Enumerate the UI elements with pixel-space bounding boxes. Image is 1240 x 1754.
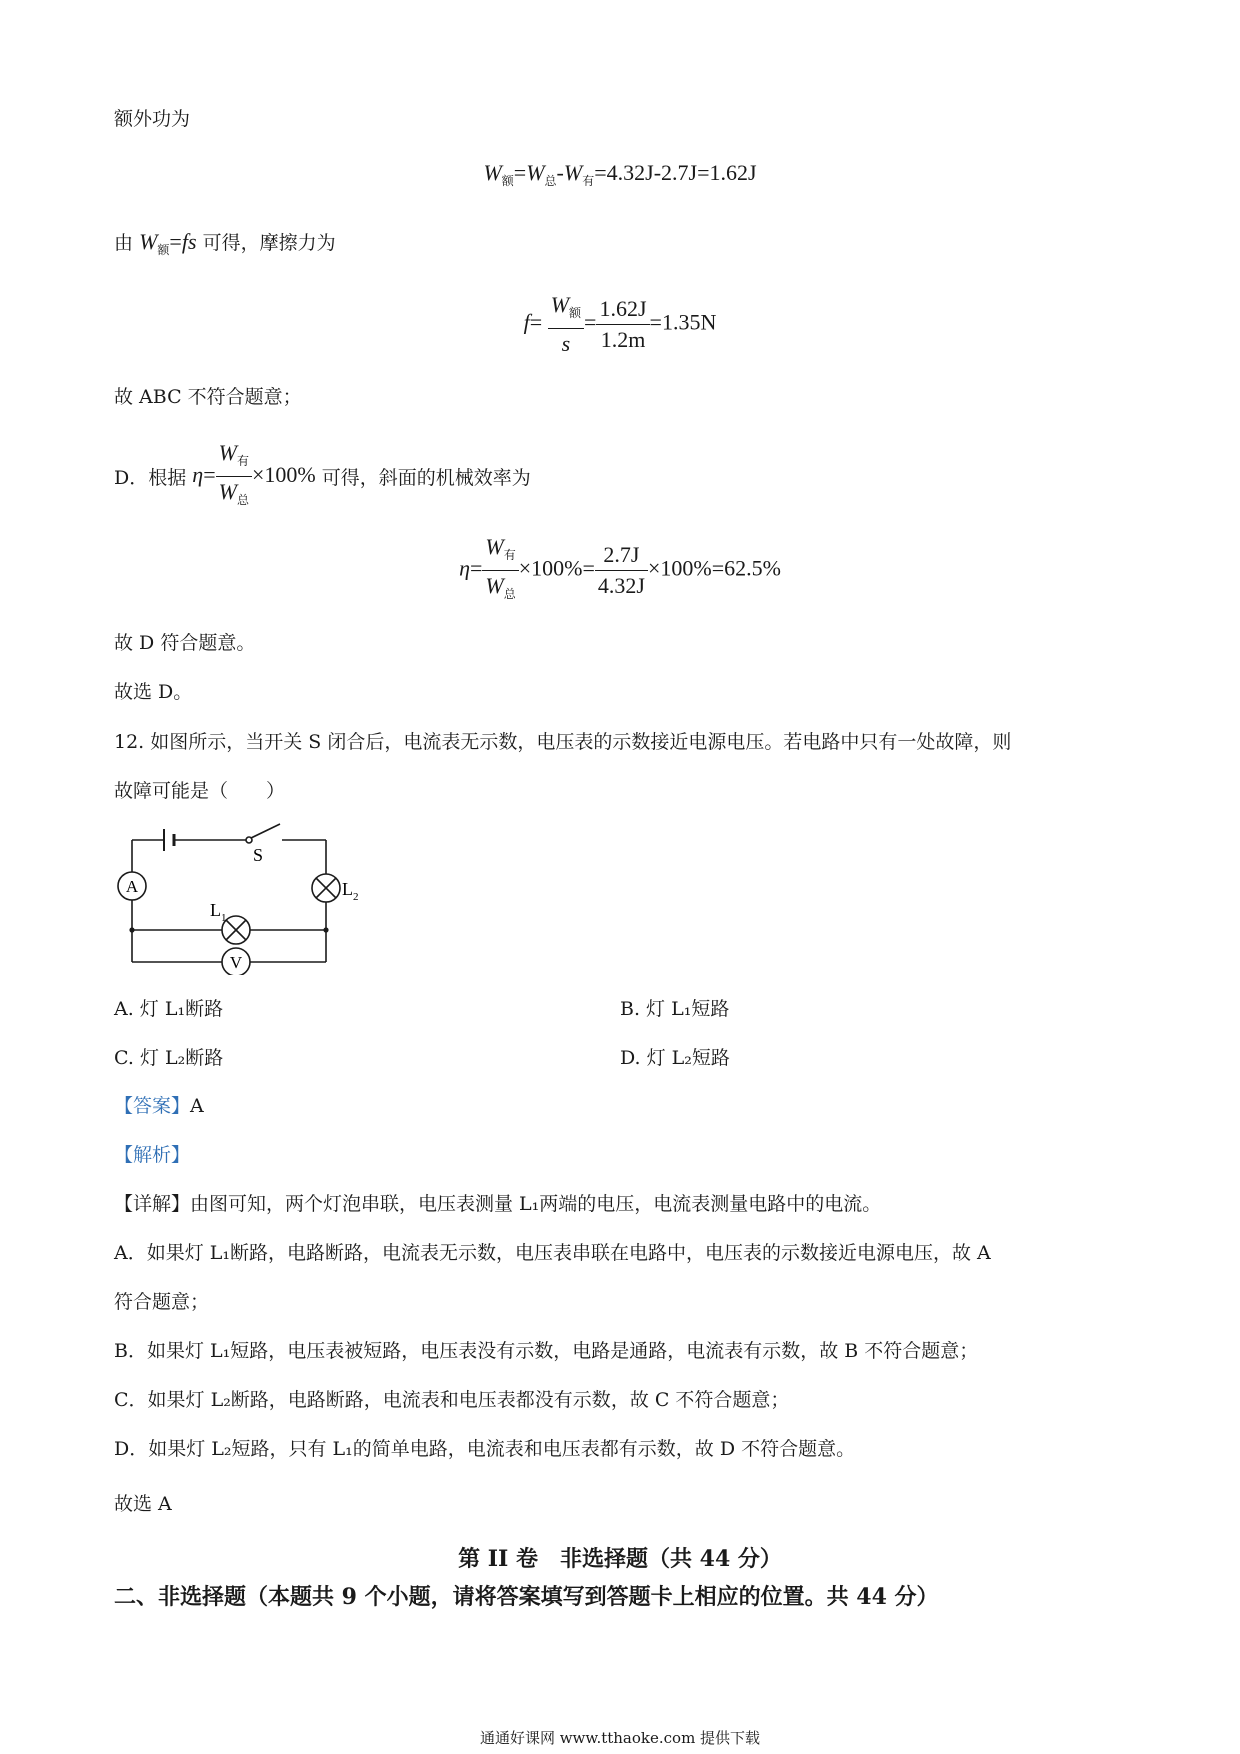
extra-work-equation: $W_额=W_总-W_有=4.32J-2.7J=1.62J$ bbox=[483, 160, 757, 188]
lamp2-label: L bbox=[342, 879, 353, 899]
analysis-a-line2: 符合题意； bbox=[114, 1291, 210, 1313]
answer-tag: 【答案】 bbox=[114, 1095, 191, 1117]
voltmeter-label: V bbox=[229, 953, 243, 972]
friction-intro: 由 $W_额=fs$ 可得，摩擦力为 bbox=[114, 229, 336, 257]
option-c: C. 灯 L₂断路 bbox=[114, 1047, 224, 1069]
section-heading: 二、非选择题（本题共 9 个小题，请将答案填写到答题卡上相应的位置。共 44 分） bbox=[114, 1584, 939, 1610]
analysis-c: C．如果灯 L₂断路，电路断路，电流表和电压表都没有示数，故 C 不符合题意； bbox=[114, 1389, 790, 1411]
option-a: A. 灯 L₁断路 bbox=[114, 998, 224, 1020]
option-d: D. 灯 L₂短路 bbox=[620, 1047, 730, 1069]
lamp1-subscript: 1 bbox=[221, 912, 227, 924]
answer-value: A bbox=[190, 1095, 204, 1117]
analysis-b: B．如果灯 L₁短路，电压表被短路，电压表没有示数，电路是通路，电流表有示数，故 B 不符合题意； bbox=[114, 1340, 979, 1362]
detail-text: 【详解】由图可知，两个灯泡串联，电压表测量 L₁两端的电压，电流表测量电路中的电流。 bbox=[114, 1193, 882, 1215]
junction-right bbox=[323, 927, 328, 932]
junction-left bbox=[129, 927, 134, 932]
fraction-numeric: $\frac{1.62J}{1.2m}$ bbox=[596, 294, 649, 355]
lamp1-label: L bbox=[210, 900, 221, 920]
lamp2-subscript: 2 bbox=[353, 891, 359, 903]
ammeter-label: A bbox=[125, 877, 139, 896]
page-footer: 通通好课网 www.tthaoke.com 提供下载 bbox=[479, 1729, 761, 1747]
fraction-useful-over-total-2: $\frac{W_有}{W_总}$ bbox=[482, 532, 518, 609]
section-title: 第 II 卷 非选择题（共 44 分） bbox=[458, 1546, 782, 1572]
switch-blade bbox=[251, 824, 280, 838]
switch-label: S bbox=[252, 845, 264, 865]
circuit-diagram bbox=[110, 815, 380, 975]
d-matching: 故 D 符合题意。 bbox=[114, 632, 256, 654]
efficiency-equation: η= $\frac{W_有}{W_总}$ ×100%= $\frac{2.7J}{4.32J}$ ×100%=62.5% bbox=[0, 532, 1240, 609]
analysis-a-line1: A．如果灯 L₁断路，电路断路，电流表无示数，电压表串联在电路中，电压表的示数接近电源电压，故 A bbox=[114, 1242, 991, 1264]
question-12-text: 12. 如图所示，当开关 S 闭合后，电流表无示数，电压表的示数接近电源电压。若电路中只有一处故障，则 bbox=[114, 731, 1012, 753]
analysis-d: D．如果灯 L₂短路，只有 L₁的简单电路，电流表和电压表都有示数，故 D 不符合题意。 bbox=[114, 1438, 856, 1460]
fraction-useful-over-total: $\frac{W_有}{W_总}$ bbox=[216, 438, 252, 515]
choose-a: 故选 A bbox=[114, 1493, 172, 1515]
fraction-extra-work-over-s: $\frac{W_额}{s}$ bbox=[548, 290, 584, 359]
abc-not-matching: 故 ABC 不符合题意； bbox=[114, 386, 302, 408]
analysis-tag: 【解析】 bbox=[114, 1144, 191, 1166]
answer-line bbox=[114, 1091, 204, 1118]
choose-d: 故选 D。 bbox=[114, 681, 193, 703]
option-d-formula-line: D．根据 η= $\frac{W_有}{W_总}$ ×100% 可得，斜面的机械效率为 bbox=[114, 438, 531, 515]
friction-equation: f= $\frac{W_额}{s}$ = $\frac{1.62J}{1.2m}$ =1.35N bbox=[0, 290, 1240, 359]
question-12-text-line2: 故障可能是（ ） bbox=[114, 780, 286, 802]
extra-work-label: 额外功为 bbox=[114, 108, 191, 130]
fraction-efficiency-numeric: $\frac{2.7J}{4.32J}$ bbox=[595, 540, 648, 601]
option-b: B. 灯 L₁短路 bbox=[620, 998, 730, 1020]
